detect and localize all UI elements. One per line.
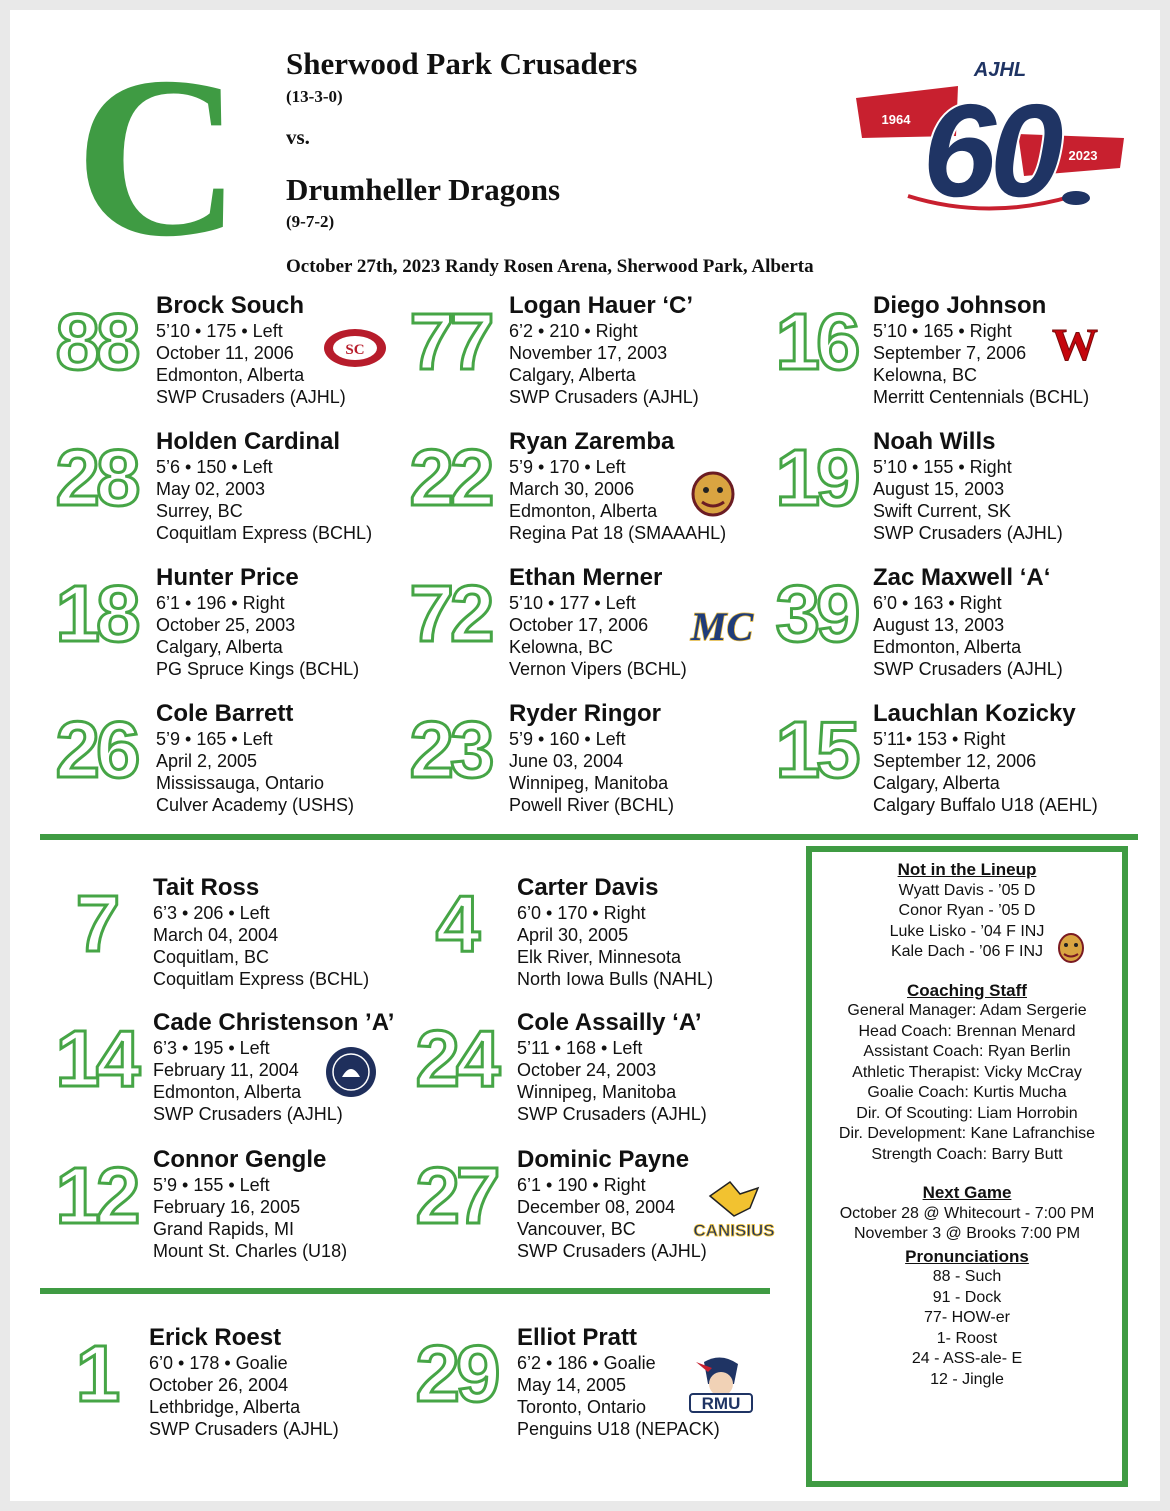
player-previous-team: Coquitlam Express (BCHL) (153, 969, 370, 989)
player-name: Ryder Ringor (509, 700, 662, 727)
jersey-number: 16 (775, 297, 857, 386)
next-game-item: October 28 @ Whitecourt - 7:00 PM (839, 1204, 1095, 1222)
player-stats: 6’1 • 196 • Right (156, 593, 285, 613)
player-dob: February 16, 2005 (153, 1197, 301, 1217)
player-previous-team: SWP Crusaders (AJHL) (509, 387, 699, 407)
coaching-staff-item: Athletic Therapist: Vicky McCray (852, 1063, 1082, 1081)
player-name: Lauchlan Kozicky (873, 700, 1076, 727)
player-hometown: Vancouver, BC (517, 1219, 636, 1239)
coaching-staff-item: Assistant Coach: Ryan Berlin (863, 1043, 1071, 1060)
league-sixty-number: 60 (922, 77, 1058, 224)
player-previous-team: PG Spruce Kings (BCHL) (156, 659, 360, 679)
next-game-title: Next Game (922, 1183, 1012, 1202)
player-name: Erick Roest (149, 1324, 282, 1351)
jersey-number: 1 (75, 1329, 117, 1418)
player-name: Noah Wills (873, 428, 996, 455)
home-team-name: Sherwood Park Crusaders (286, 46, 638, 81)
player-stats: 5’11 • 168 • Left (517, 1038, 643, 1058)
coaching-staff-list (812, 1001, 1122, 1165)
merrimack-logo (690, 602, 754, 653)
player-name: Cole Assailly ‘A’ (517, 1009, 702, 1036)
jersey-number: 29 (415, 1329, 497, 1418)
player-hometown: Grand Rapids, MI (153, 1219, 295, 1239)
next-game-item: November 3 @ Brooks 7:00 PM (853, 1225, 1081, 1242)
player-name: Carter Davis (517, 874, 659, 901)
player-dob: February 11, 2004 (153, 1060, 299, 1080)
player-info (509, 564, 687, 680)
player-dob: September 12, 2006 (873, 751, 1037, 771)
player-previous-team: SWP Crusaders (AJHL) (873, 523, 1063, 543)
player-previous-team: Vernon Vipers (BCHL) (509, 659, 687, 679)
player-previous-team: Powell River (BCHL) (509, 795, 675, 815)
crusaders-c-logo (68, 29, 248, 284)
player-name: Holden Cardinal (156, 428, 341, 455)
player-dob: March 30, 2006 (509, 479, 635, 499)
jersey-number: 88 (55, 297, 137, 386)
jersey-number: 19 (775, 433, 857, 522)
jersey-number: 24 (415, 1014, 497, 1103)
player-previous-team: Calgary Buffalo U18 (AEHL) (873, 795, 1098, 815)
player-previous-team: SWP Crusaders (AJHL) (153, 1104, 343, 1124)
not-in-lineup-item: Conor Ryan - ’05 D (898, 902, 1036, 919)
jersey-number: 77 (409, 297, 491, 386)
player-hometown: Calgary, Alberta (156, 637, 283, 657)
coaching-staff-item: Goalie Coach: Kurtis Mucha (867, 1084, 1067, 1101)
player-previous-team: SWP Crusaders (AJHL) (873, 659, 1063, 679)
player-dob: May 02, 2003 (156, 479, 266, 499)
player-name: Hunter Price (156, 564, 299, 591)
player-hometown: Edmonton, Alberta (153, 1082, 302, 1102)
player-name: Brock Souch (156, 292, 305, 319)
player-hometown: Toronto, Ontario (517, 1397, 647, 1417)
pronunciation-item: 88 - Such (932, 1268, 1002, 1285)
bulldog-logo (1056, 928, 1086, 966)
pronunciation-item: 91 - Dock (932, 1288, 1002, 1306)
player-hometown: Swift Current, SK (873, 501, 1012, 521)
player-previous-team: Mount St. Charles (U18) (153, 1241, 348, 1261)
jersey-number: 26 (55, 705, 137, 794)
player-dob: October 25, 2003 (156, 615, 296, 635)
player-dob: September 7, 2006 (873, 343, 1027, 363)
player-dob: August 13, 2003 (873, 615, 1005, 635)
jersey-number: 18 (55, 569, 137, 658)
pronunciation-item: 12 - Jingle (930, 1370, 1004, 1388)
bulldog-logo (690, 468, 736, 523)
player-dob: October 26, 2004 (149, 1375, 289, 1395)
player-info (873, 428, 1063, 544)
player-previous-team: Penguins U18 (NEPACK) (517, 1419, 720, 1439)
jersey-number: 14 (55, 1014, 137, 1103)
player-info (153, 874, 369, 990)
league-year-start: 1964 (881, 112, 911, 127)
player-name: Connor Gengle (153, 1146, 327, 1173)
jersey-number: 23 (409, 705, 491, 794)
coaching-staff-item: Head Coach: Brennan Menard (858, 1022, 1076, 1040)
player-stats: 5’9 • 170 • Left (509, 457, 626, 477)
jersey-number: 22 (409, 433, 491, 522)
player-hometown: Winnipeg, Manitoba (509, 773, 669, 793)
player-previous-team: North Iowa Bulls (NAHL) (517, 969, 714, 989)
player-hometown: Calgary, Alberta (873, 773, 1000, 793)
wisconsin-logo (1050, 319, 1100, 371)
player-stats: 6’1 • 190 • Right (517, 1175, 646, 1195)
player-previous-team: Merritt Centennials (BCHL) (873, 387, 1090, 407)
player-stats: 6’0 • 170 • Right (517, 903, 646, 923)
ajhl-60-logo (848, 46, 1133, 224)
player-name: Diego Johnson (873, 292, 1047, 319)
player-dob: October 24, 2003 (517, 1060, 657, 1080)
not-in-lineup-item: Kale Dach - ’06 F INJ (890, 943, 1044, 960)
next-game-list (812, 1204, 1122, 1245)
player-hometown: Mississauga, Ontario (156, 773, 325, 793)
jersey-number: 27 (415, 1151, 497, 1240)
versus-label: vs. (286, 125, 310, 149)
coaching-staff-title: Coaching Staff (907, 980, 1027, 1000)
pronunciations-list (812, 1267, 1122, 1390)
player-stats: 5’10 • 175 • Left (156, 321, 283, 341)
player-stats: 5’6 • 150 • Left (156, 457, 273, 477)
player-name: Ryan Zaremba (509, 428, 675, 455)
section-divider-forwards (40, 834, 1138, 840)
coaching-staff-item: Dir. Of Scouting: Liam Horrobin (856, 1104, 1078, 1122)
player-info (156, 700, 354, 816)
player-stats: 5’11• 153 • Right (873, 729, 1006, 749)
player-hometown: Lethbridge, Alberta (149, 1397, 301, 1417)
player-info (509, 292, 699, 408)
player-info (149, 1324, 339, 1440)
stcloud-logo (322, 326, 388, 375)
player-hometown: Edmonton, Alberta (873, 637, 1022, 657)
svg-text:SC: SC (345, 342, 365, 358)
svg-text:RMU: RMU (701, 1394, 741, 1413)
crusaders-c-letter: C (74, 29, 242, 284)
player-info (517, 1009, 707, 1125)
game-info: October 27th, 2023 Randy Rosen Arena, Sherwood Park, Alberta (286, 256, 814, 277)
player-previous-team: SWP Crusaders (AJHL) (156, 387, 346, 407)
player-info (156, 564, 359, 680)
player-hometown: Surrey, BC (156, 501, 243, 521)
player-name: Elliot Pratt (517, 1324, 638, 1351)
pronunciation-item: 1- Roost (936, 1329, 998, 1347)
coaching-staff-item: General Manager: Adam Sergerie (847, 1002, 1087, 1019)
player-stats: 5’10 • 165 • Right (873, 321, 1012, 341)
jersey-number: 15 (775, 705, 857, 794)
home-team-record: (13-3-0) (286, 87, 343, 106)
section-divider-goalies (40, 1288, 770, 1294)
player-dob: April 2, 2005 (156, 751, 258, 771)
player-stats: 6’3 • 206 • Left (153, 903, 270, 923)
player-info (873, 700, 1098, 816)
player-name: Ethan Merner (509, 564, 663, 591)
rmu-logo (686, 1354, 756, 1429)
player-name: Logan Hauer ‘C’ (509, 292, 694, 319)
player-dob: August 15, 2003 (873, 479, 1005, 499)
not-in-lineup-item: Wyatt Davis - ’05 D (898, 881, 1036, 899)
player-hometown: Winnipeg, Manitoba (517, 1082, 677, 1102)
jersey-number: 12 (55, 1151, 137, 1240)
jersey-number: 7 (75, 879, 117, 968)
player-name: Cole Barrett (156, 700, 294, 727)
player-info (156, 428, 372, 544)
info-sidebar (806, 846, 1128, 1487)
player-stats: 5’10 • 155 • Right (873, 457, 1012, 477)
player-stats: 5’9 • 155 • Left (153, 1175, 270, 1195)
lineup-sheet (10, 10, 1160, 1501)
player-dob: December 08, 2004 (517, 1197, 676, 1217)
player-stats: 6’2 • 186 • Goalie (517, 1353, 656, 1373)
canisius-logo (693, 1178, 775, 1253)
player-name: Zac Maxwell ‘A‘ (873, 564, 1051, 591)
player-dob: March 04, 2004 (153, 925, 279, 945)
away-team-record: (9-7-2) (286, 212, 335, 231)
not-in-lineup-item: Luke Lisko - ’04 F INJ (889, 922, 1045, 940)
player-previous-team: SWP Crusaders (AJHL) (517, 1104, 707, 1124)
league-brand: AJHL (973, 59, 1027, 81)
jersey-number: 72 (409, 569, 491, 658)
player-stats: 6’0 • 178 • Goalie (149, 1353, 288, 1373)
player-info (517, 874, 713, 990)
coaching-staff-item: Strength Coach: Barry Butt (871, 1145, 1063, 1163)
player-dob: June 03, 2004 (509, 751, 624, 771)
svg-text:W: W (1052, 319, 1098, 370)
svg-text:MC: MC (690, 604, 754, 649)
svg-text:CANISIUS: CANISIUS (693, 1221, 775, 1240)
player-info (156, 292, 346, 408)
league-year-end: 2023 (1068, 148, 1098, 163)
player-hometown: Kelowna, BC (873, 365, 978, 385)
player-dob: May 14, 2005 (517, 1375, 627, 1395)
jersey-number: 28 (55, 433, 137, 522)
player-info (517, 1146, 707, 1262)
pronunciation-item: 24 - ASS-ale- E (911, 1350, 1023, 1367)
not-in-lineup-title: Not in the Lineup (897, 860, 1037, 879)
player-hometown: Edmonton, Alberta (509, 501, 658, 521)
player-stats: 5’10 • 177 • Left (509, 593, 636, 613)
player-stats: 6’2 • 210 • Right (509, 321, 638, 341)
player-stats: 5’9 • 165 • Left (156, 729, 273, 749)
player-hometown: Calgary, Alberta (509, 365, 636, 385)
player-previous-team: SWP Crusaders (AJHL) (149, 1419, 339, 1439)
player-name: Cade Christenson ’A’ (153, 1009, 395, 1036)
player-previous-team: Culver Academy (USHS) (156, 795, 355, 815)
jersey-number: 39 (775, 569, 857, 658)
pronunciations-title: Pronunciations (905, 1246, 1029, 1266)
player-dob: October 17, 2006 (509, 615, 649, 635)
player-previous-team: Regina Pat 18 (SMAAAHL) (509, 523, 727, 543)
player-hometown: Elk River, Minnesota (517, 947, 682, 967)
player-hometown: Edmonton, Alberta (156, 365, 305, 385)
player-name: Dominic Payne (517, 1146, 690, 1173)
pronunciation-item: 77- HOW-er (924, 1309, 1010, 1326)
jersey-number: 4 (435, 879, 477, 968)
player-dob: November 17, 2003 (509, 343, 668, 363)
player-hometown: Coquitlam, BC (153, 947, 270, 967)
player-stats: 5’9 • 160 • Left (509, 729, 626, 749)
player-hometown: Kelowna, BC (509, 637, 614, 657)
away-team-name: Drumheller Dragons (286, 172, 561, 207)
player-name: Tait Ross (153, 874, 260, 901)
player-stats: 6’3 • 195 • Left (153, 1038, 270, 1058)
player-stats: 6’0 • 163 • Right (873, 593, 1002, 613)
coaching-staff-item: Dir. Development: Kane Lafranchise (838, 1125, 1096, 1142)
player-info (153, 1146, 347, 1262)
player-info (873, 564, 1063, 680)
player-previous-team: SWP Crusaders (AJHL) (517, 1241, 707, 1261)
player-dob: April 30, 2005 (517, 925, 629, 945)
player-previous-team: Coquitlam Express (BCHL) (156, 523, 373, 543)
penn-state-logo (324, 1045, 378, 1104)
player-info (509, 700, 674, 816)
player-dob: October 11, 2006 (156, 343, 294, 363)
